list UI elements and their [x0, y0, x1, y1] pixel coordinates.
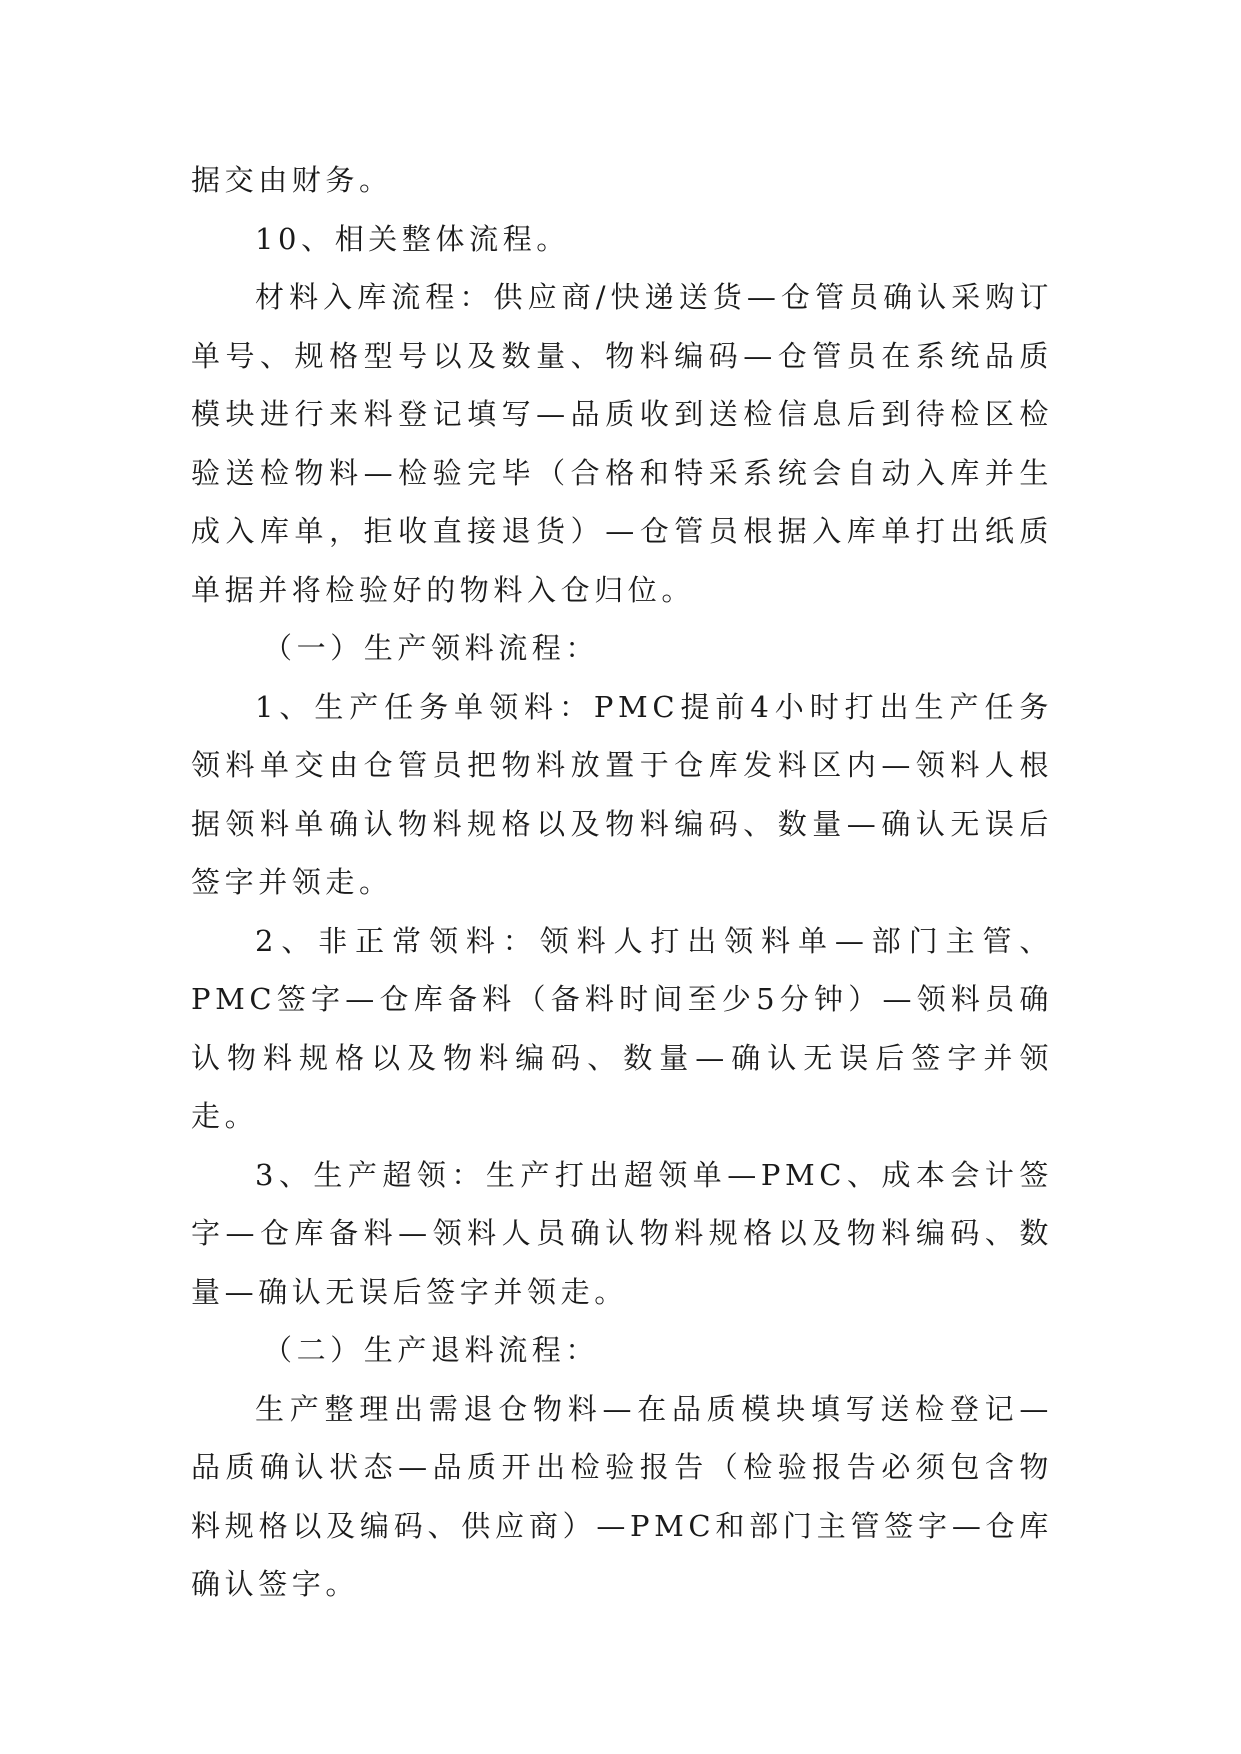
paragraph-task-order-picking: 1、生产任务单领料：PMC提前4小时打出生产任务领料单交由仓管员把物料放置于仓库发料区内—领料人根据领料单确认物料规格以及物料编码、数量—确认无误后签字并领走。: [191, 689, 1053, 899]
subsection-heading-production-return: （二）生产退料流程：: [263, 1333, 600, 1367]
paragraph-return-process: 生产整理出需退仓物料—在品质模块填写送检登记—品质确认状态—品质开出检验报告（检验报告必须包含物料规格以及编码、供应商）—PMC和部门主管签字—仓库确认签字。: [191, 1391, 1053, 1601]
paragraph-over-picking: 3、生产超领：生产打出超领单—PMC、成本会计签字—仓库备料—领料人员确认物料规格以及物料编码、数量—确认无误后签字并领走。: [191, 1157, 1053, 1309]
paragraph-material-inbound-process: 材料入库流程：供应商/快递送货—仓管员确认采购订单号、规格型号以及数量、物料编码—仓管员在系统品质模块进行来料登记填写—品质收到送检信息后到待检区检验送检物料—检验完毕（合格和特采系统会自动入库并生成入库单，拒收直接退货）—仓管员根据入库单打出纸质单据并将检验好的物料入仓归位。: [191, 280, 1053, 607]
section-heading-overall-process: 10、相关整体流程。: [255, 221, 570, 256]
paragraph-abnormal-picking: 2、非正常领料：领料人打出领料单—部门主管、PMC签字—仓库备料（备料时间至少5分钟）—领料员确认物料规格以及物料编码、数量—确认无误后签字并领走。: [191, 923, 1053, 1133]
paragraph-continuation: 据交由财务。: [191, 163, 393, 197]
document-body: [191, 151, 1053, 1614]
subsection-heading-production-picking: （一）生产领料流程：: [263, 631, 600, 665]
